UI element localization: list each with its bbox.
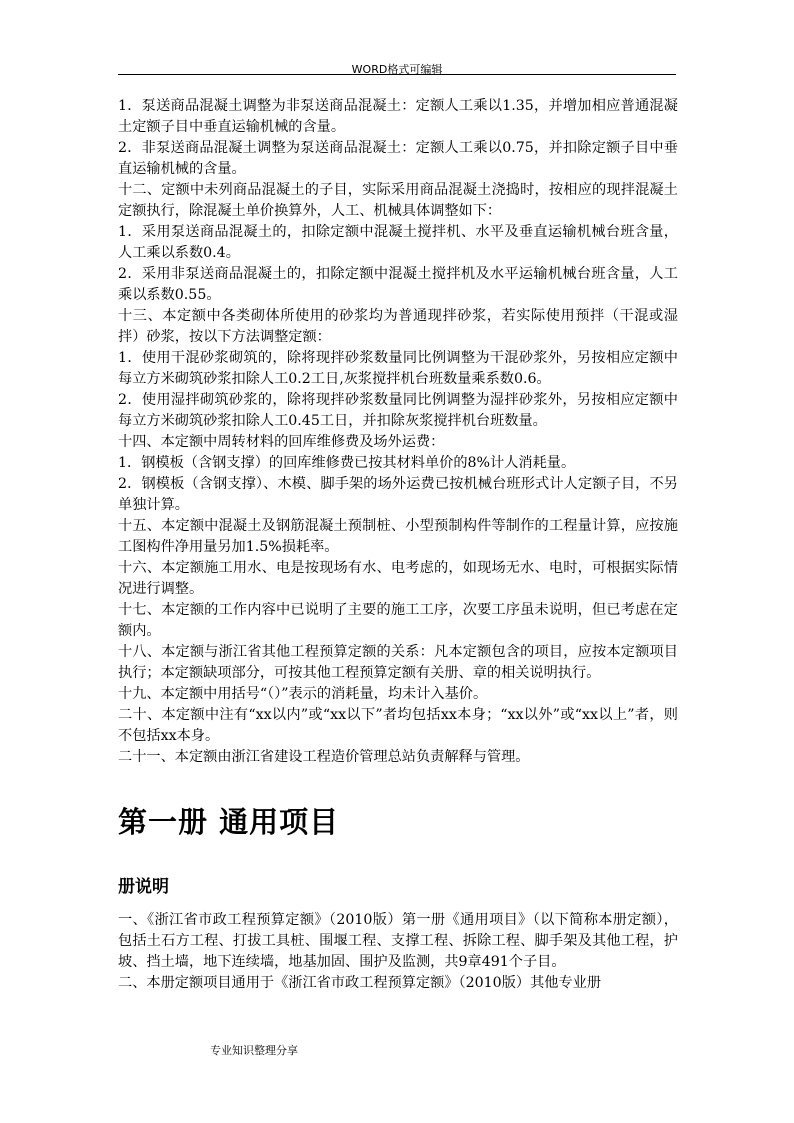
paragraph: 一、《浙江省市政工程预算定额》（2010版）第一册《通用项目》（以下简称本册定额），包括土石方工程、打拔工具桩、围堰工程、支撑工程、拆除工程、脚手架及其他工程，护坡、挡土墙，地下连续墙，地基加固、围护及监测，共9章491个子目。	[118, 912, 678, 970]
paragraph: 十四、本定额中周转材料的回库维修费及场外运费：	[118, 434, 445, 450]
paragraph: 十二、定额中未列商品混凝土的子目，实际采用商品混凝土浇捣时，按相应的现拌混凝土定额执行，除混凝土单价换算外，人工、机械具体调整如下：	[118, 182, 678, 219]
paragraph: 1．泵送商品混凝土调整为非泵送商品混凝土：定额人工乘以1.35，并增加相应普通混凝土定额子目中垂直运输机械的含量。	[118, 98, 678, 135]
paragraph: 十九、本定额中用括号“（）”表示的消耗量，均未计入基价。	[118, 686, 488, 702]
section-body	[118, 910, 678, 994]
paragraph: 2．采用非泵送商品混凝土的，扣除定额中混凝土搅拌机及水平运输机械台班含量，人工乘以系数0.55。	[118, 266, 678, 303]
chapter-title: 第一册 通用项目	[118, 805, 340, 839]
paragraph: 1．采用泵送商品混凝土的，扣除定额中混凝土搅拌机、水平及垂直运输机械台班含量，人工乘以系数0.4。	[118, 224, 678, 261]
paragraph: 二十、本定额中注有“xx以内”或“xx以下”者均包括xx本身；“xx以外”或“xx以上”者，则不包括xx本身。	[118, 707, 678, 744]
body-text	[118, 96, 678, 768]
paragraph: 十六、本定额施工用水、电是按现场有水、电考虑的，如现场无水、电时，可根据实际情况进行调整。	[118, 560, 678, 597]
page-footer: 专业知识整理分享	[210, 1044, 298, 1057]
paragraph: 二十一、本定额由浙江省建设工程造价管理总站负责解释与管理。	[118, 749, 530, 765]
paragraph: 十五、本定额中混凝土及钢筋混凝土预制桩、小型预制构件等制作的工程量计算，应按施工图构件净用量另加1.5%损耗率。	[118, 518, 678, 555]
paragraph: 二、本册定额项目通用于《浙江省市政工程预算定额》（2010版）其他专业册	[118, 975, 602, 991]
paragraph: 十三、本定额中各类砌体所使用的砂浆均为普通现拌砂浆，若实际使用预拌（干混或湿拌）砂浆，按以下方法调整定额：	[118, 308, 678, 345]
paragraph: 1．使用干混砂浆砌筑的，除将现拌砂浆数量同比例调整为干混砂浆外，另按相应定额中每立方米砌筑砂浆扣除人工0.2工日,灰浆搅拌机台班数量乘系数0.6。	[118, 350, 678, 387]
paragraph: 十七、本定额的工作内容中已说明了主要的施工工序，次要工序虽未说明，但已考虑在定额内。	[118, 602, 678, 639]
paragraph: 1．钢模板（含钢支撑）的回库维修费已按其材料单价的8%计人消耗量。	[118, 455, 576, 471]
paragraph: 十八、本定额与浙江省其他工程预算定额的关系：凡本定额包含的项目，应按本定额项目执行；本定额缺项部分，可按其他工程预算定额有关册、章的相关说明执行。	[118, 644, 678, 681]
page-header	[118, 52, 676, 75]
section-title: 册说明	[118, 877, 169, 897]
paragraph: 2．非泵送商品混凝土调整为泵送商品混凝土：定额人工乘以0.75，并扣除定额子目中垂直运输机械的含量。	[118, 140, 678, 177]
paragraph: 2．使用湿拌砌筑砂浆的，除将现拌砂浆数量同比例调整为湿拌砂浆外，另按相应定额中每立方米砌筑砂浆扣除人工0.45工日，并扣除灰浆搅拌机台班数量。	[118, 392, 678, 429]
paragraph: 2．钢模板（含钢支撑）、木模、脚手架的场外运费已按机械台班形式计人定额子目，不另单独计算。	[118, 476, 678, 513]
header-text: WORD格式可编辑	[351, 63, 443, 76]
